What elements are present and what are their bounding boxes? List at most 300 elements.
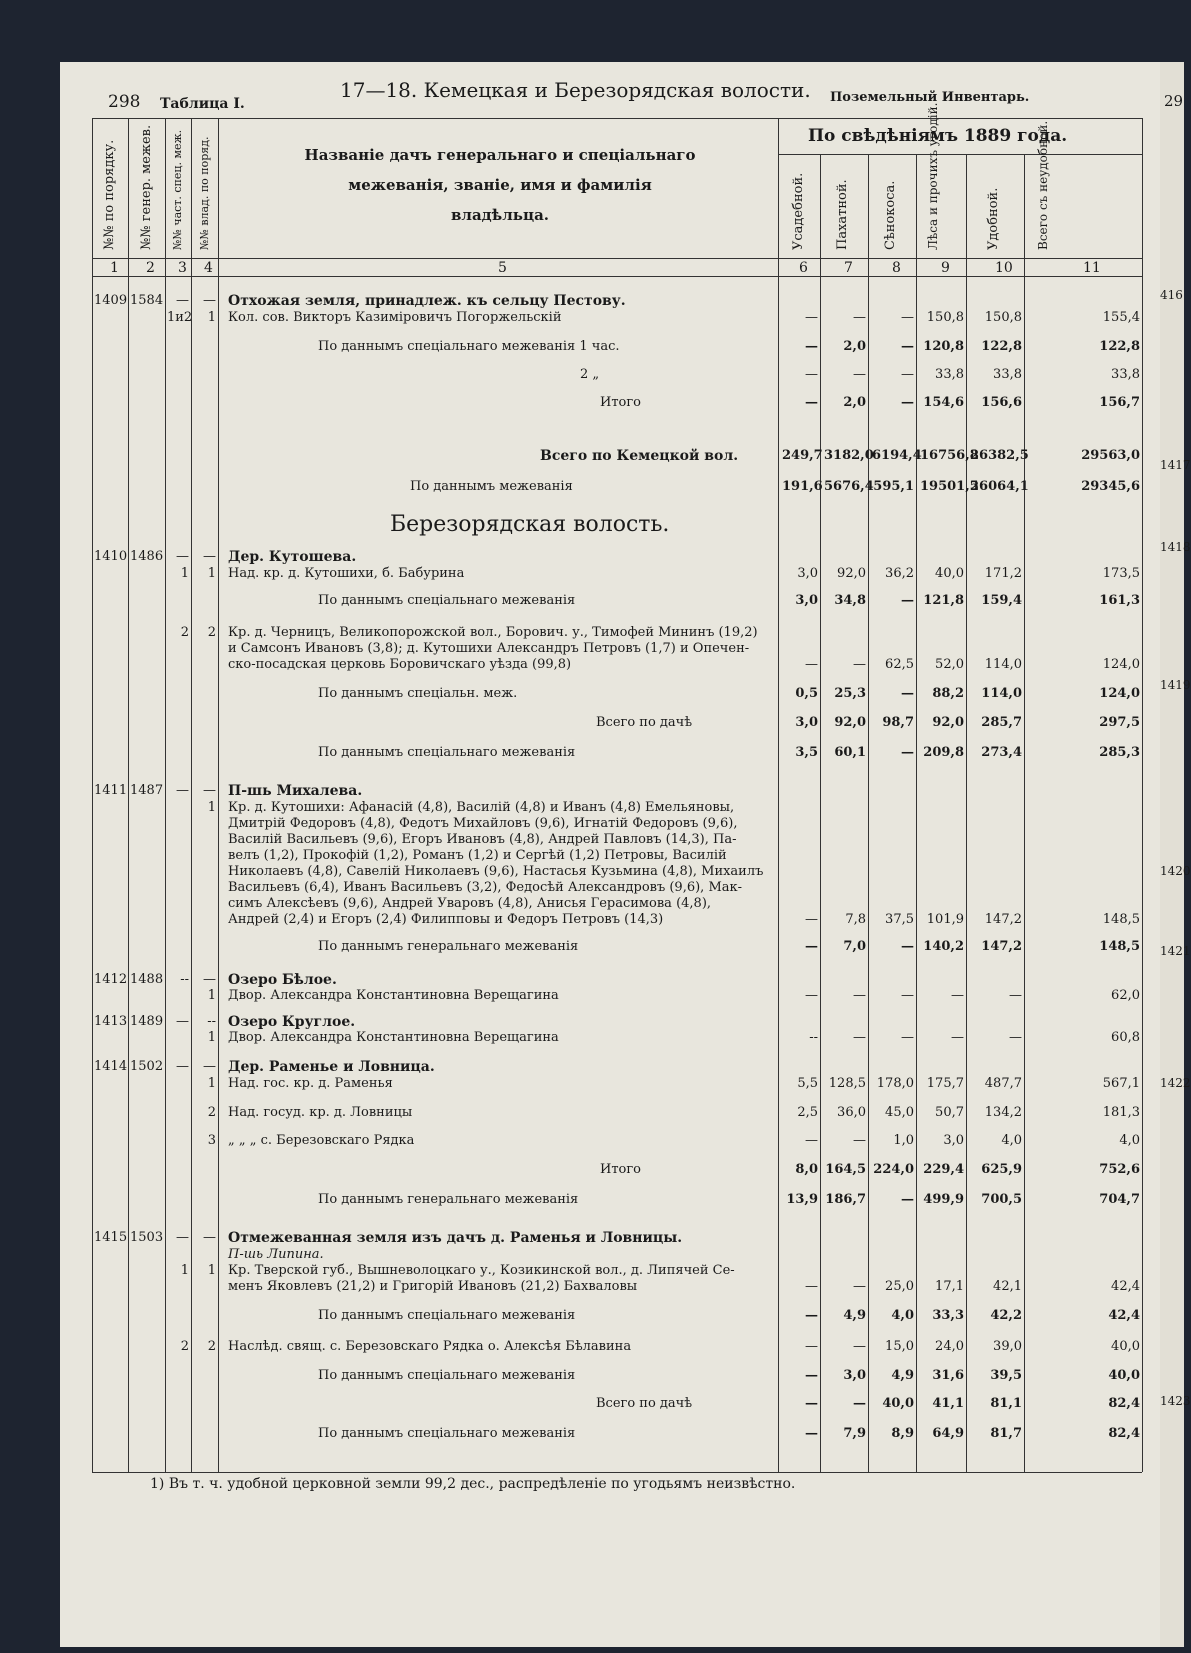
value-cell: 124,0 bbox=[1102, 657, 1140, 672]
row-label: Двор. Александра Константиновна Верещагина bbox=[228, 988, 559, 1003]
row-label: П-шь Липина. bbox=[228, 1247, 324, 1262]
value-cell: 7,8 bbox=[845, 912, 866, 927]
col-header-group: По свѣдѣніямъ 1889 года. bbox=[808, 126, 1068, 146]
value-cell: — bbox=[901, 1192, 914, 1207]
row-n4: — bbox=[203, 972, 216, 987]
value-cell: 4,0 bbox=[1119, 1133, 1140, 1148]
row-n4: 2 bbox=[207, 625, 216, 640]
col-header-c10: Удобной. bbox=[986, 187, 1001, 250]
edge-number: 1417 bbox=[1160, 458, 1191, 472]
row-n3: 2 bbox=[180, 1339, 189, 1354]
value-cell: 36,0 bbox=[837, 1105, 866, 1120]
row-label: Андрей (2,4) и Егоръ (2,4) Филипповы и Федоръ Петровъ (14,3) bbox=[228, 912, 664, 927]
col-header-gen: №№ генер. межев. bbox=[139, 124, 154, 250]
row-label: Озеро Бѣлое. bbox=[228, 972, 337, 988]
column-number: 8 bbox=[892, 260, 901, 276]
row-n2: 1584 bbox=[130, 293, 164, 308]
value-cell: 209,8 bbox=[923, 745, 964, 760]
column-number: 1 bbox=[110, 260, 119, 276]
row-n4: 1 bbox=[207, 310, 216, 325]
row-n4: — bbox=[203, 549, 216, 564]
footnote: 1) Въ т. ч. удобной церковной земли 99,2 дес., распредѣленіе по угодьямъ неизвѣстно. bbox=[150, 1476, 796, 1492]
value-cell: — bbox=[1009, 988, 1022, 1003]
col-line bbox=[966, 154, 967, 1472]
col-line bbox=[916, 154, 917, 1472]
value-cell: 62,0 bbox=[1111, 988, 1140, 1003]
row-n3: 1 bbox=[180, 566, 189, 581]
row-label: Николаевъ (4,8), Савелій Николаевъ (9,6), Настасья Кузьмина (4,8), Михаилъ bbox=[228, 864, 764, 879]
row-n1: 1411 bbox=[94, 783, 128, 798]
value-cell: 42,4 bbox=[1108, 1308, 1140, 1323]
value-cell: 33,8 bbox=[935, 367, 964, 382]
col-line bbox=[1024, 154, 1025, 1472]
value-cell: 7,0 bbox=[843, 939, 866, 954]
value-cell: 8,0 bbox=[795, 1162, 818, 1177]
value-cell: 120,8 bbox=[923, 339, 964, 354]
value-cell: 8,9 bbox=[891, 1426, 914, 1441]
col-header-order: №№ по порядку. bbox=[102, 139, 117, 250]
value-cell: — bbox=[853, 1030, 866, 1045]
value-cell: — bbox=[805, 395, 818, 410]
value-cell: 40,0 bbox=[1108, 1368, 1140, 1383]
value-cell: 26382,5 bbox=[970, 448, 1029, 463]
value-cell: 625,9 bbox=[981, 1162, 1022, 1177]
value-cell: 173,5 bbox=[1102, 566, 1140, 581]
value-cell: 140,2 bbox=[923, 939, 964, 954]
col-line bbox=[820, 154, 821, 1472]
value-cell: 128,5 bbox=[828, 1076, 866, 1091]
value-cell: — bbox=[805, 1396, 818, 1411]
row-label: Кол. сов. Викторъ Казиміровичъ Погоржельскій bbox=[228, 310, 562, 325]
column-number: 9 bbox=[941, 260, 950, 276]
row-label: Василій Васильевъ (9,6), Егоръ Ивановъ (4,8), Андрей Павловъ (14,3), Па- bbox=[228, 832, 737, 847]
value-cell: 148,5 bbox=[1102, 912, 1140, 927]
value-cell: 5676,4 bbox=[824, 479, 874, 494]
value-cell: — bbox=[853, 310, 866, 325]
row-n3: -- bbox=[180, 972, 189, 987]
value-cell: 81,1 bbox=[990, 1396, 1022, 1411]
value-cell: — bbox=[901, 395, 914, 410]
value-cell: — bbox=[805, 657, 818, 672]
col-header-c11: Всего съ неудобной. bbox=[1036, 120, 1050, 250]
value-cell: 229,4 bbox=[923, 1162, 964, 1177]
col-line bbox=[218, 118, 219, 1472]
edge-number: 1418 bbox=[1160, 540, 1191, 554]
col-line bbox=[778, 118, 779, 1472]
row-label: П-шь Михалева. bbox=[228, 783, 363, 799]
row-n3: — bbox=[176, 1230, 189, 1245]
value-cell: 159,4 bbox=[981, 593, 1022, 608]
value-cell: 175,7 bbox=[926, 1076, 964, 1091]
value-cell: 499,9 bbox=[923, 1192, 964, 1207]
value-cell: 62,5 bbox=[885, 657, 914, 672]
value-cell: 42,1 bbox=[993, 1279, 1022, 1294]
value-cell: 81,7 bbox=[990, 1426, 1022, 1441]
section-title: Березорядская волость. bbox=[390, 512, 670, 537]
row-label: велъ (1,2), Прокофій (1,2), Романъ (1,2) и Сергѣй (1,2) Петровы, Василій bbox=[228, 848, 727, 863]
row-label: По даннымъ спеціальнаго межеванія bbox=[318, 1426, 576, 1441]
value-cell: 161,3 bbox=[1099, 593, 1140, 608]
row-label: 2 „ bbox=[580, 367, 600, 382]
value-cell: 6194,4 bbox=[872, 448, 922, 463]
row-n1: 1410 bbox=[94, 549, 128, 564]
value-cell: 88,2 bbox=[932, 686, 964, 701]
rule-header bbox=[92, 258, 1142, 259]
value-cell: 134,2 bbox=[984, 1105, 1022, 1120]
row-label: Кр. д. Черницъ, Великопорожской вол., Борович. у., Тимофей Мининъ (19,2) bbox=[228, 625, 758, 640]
value-cell: 147,2 bbox=[984, 912, 1022, 927]
row-n4: 1 bbox=[207, 800, 216, 815]
value-cell: — bbox=[901, 593, 914, 608]
value-cell: — bbox=[901, 988, 914, 1003]
col-header-spec: №№ част. спец. меж. bbox=[171, 129, 184, 250]
row-label: Итого bbox=[600, 1162, 641, 1177]
row-n4: — bbox=[203, 293, 216, 308]
table-label: Таблица I. bbox=[160, 96, 245, 112]
value-cell: — bbox=[901, 1030, 914, 1045]
col-header-c9: Лѣса и прочихъ угодій. bbox=[926, 102, 940, 250]
value-cell: 13,9 bbox=[786, 1192, 818, 1207]
value-cell: 122,8 bbox=[1099, 339, 1140, 354]
page-title: 17—18. Кемецкая и Березорядская волости. bbox=[340, 78, 811, 102]
value-cell: 37,5 bbox=[885, 912, 914, 927]
row-n3: — bbox=[176, 783, 189, 798]
row-n4: 3 bbox=[207, 1133, 216, 1148]
rule-group bbox=[778, 154, 1142, 155]
row-label: Дер. Кутошева. bbox=[228, 549, 357, 565]
value-cell: 25,3 bbox=[834, 686, 866, 701]
rule-numbers bbox=[92, 276, 1142, 277]
value-cell: — bbox=[951, 988, 964, 1003]
row-label: По даннымъ спеціальнаго межеванія bbox=[318, 593, 576, 608]
value-cell: 40,0 bbox=[882, 1396, 914, 1411]
row-n2: 1487 bbox=[130, 783, 164, 798]
value-cell: 4,9 bbox=[843, 1308, 866, 1323]
value-cell: 4,0 bbox=[1001, 1133, 1022, 1148]
value-cell: 36,2 bbox=[885, 566, 914, 581]
value-cell: -- bbox=[809, 1030, 818, 1045]
row-n1: 1409 bbox=[94, 293, 128, 308]
value-cell: 39,5 bbox=[990, 1368, 1022, 1383]
value-cell: — bbox=[1009, 1030, 1022, 1045]
ledger-page bbox=[60, 62, 1160, 1647]
value-cell: — bbox=[853, 1396, 866, 1411]
value-cell: — bbox=[805, 1339, 818, 1354]
column-number: 4 bbox=[204, 260, 213, 276]
col-header-owner: №№ влад. по поряд. bbox=[198, 136, 211, 250]
value-cell: 3,5 bbox=[795, 745, 818, 760]
value-cell: — bbox=[853, 1279, 866, 1294]
row-n1: 1413 bbox=[94, 1014, 128, 1029]
col-header-c7: Пахатной. bbox=[835, 179, 850, 250]
col-line bbox=[128, 118, 129, 1472]
row-label: Кр. д. Кутошихи: Афанасій (4,8), Василій (4,8) и Иванъ (4,8) Емельяновы, bbox=[228, 800, 735, 815]
row-label: менъ Яковлевъ (21,2) и Григорій Ивановъ (21,2) Бахваловы bbox=[228, 1279, 638, 1294]
value-cell: 154,6 bbox=[923, 395, 964, 410]
row-label: ско-посадская церковь Боровичскаго уѣзда (99,8) bbox=[228, 657, 572, 672]
value-cell: 595,1 bbox=[873, 479, 914, 494]
edge-number: 1421 bbox=[1160, 944, 1191, 958]
value-cell: — bbox=[805, 1279, 818, 1294]
row-label: Над. госуд. кр. д. Ловницы bbox=[228, 1105, 413, 1120]
row-label: Озеро Круглое. bbox=[228, 1014, 356, 1030]
col-line bbox=[868, 154, 869, 1472]
col-header-name: Названіе дачъ генеральнаго и спеціальнаго межеванія, званіе, имя и фамилія владѣльца. bbox=[304, 146, 696, 224]
value-cell: — bbox=[805, 1308, 818, 1323]
value-cell: 5,5 bbox=[797, 1076, 818, 1091]
value-cell: 156,6 bbox=[981, 395, 1022, 410]
row-n4: 2 bbox=[207, 1105, 216, 1120]
row-n4: — bbox=[203, 783, 216, 798]
value-cell: 704,7 bbox=[1099, 1192, 1140, 1207]
value-cell: 4,9 bbox=[891, 1368, 914, 1383]
row-n2: 1503 bbox=[130, 1230, 164, 1245]
row-n4: 1 bbox=[207, 1076, 216, 1091]
value-cell: — bbox=[853, 657, 866, 672]
column-number: 5 bbox=[498, 260, 507, 276]
row-label: По даннымъ спеціальнаго межеванія bbox=[318, 745, 576, 760]
value-cell: 171,2 bbox=[984, 566, 1022, 581]
row-label: Всего по дачѣ bbox=[596, 715, 693, 730]
row-label: и Самсонъ Ивановъ (3,8); д. Кутошихи Александръ Петровъ (1,7) и Опечен- bbox=[228, 641, 750, 656]
row-label: Над. гос. кр. д. Раменья bbox=[228, 1076, 393, 1091]
value-cell: 4,0 bbox=[891, 1308, 914, 1323]
value-cell: 567,1 bbox=[1102, 1076, 1140, 1091]
value-cell: 24,0 bbox=[935, 1339, 964, 1354]
value-cell: 26064,1 bbox=[970, 479, 1029, 494]
value-cell: 3182,0 bbox=[824, 448, 874, 463]
row-label: По даннымъ спеціальнаго межеванія bbox=[318, 1308, 576, 1323]
value-cell: — bbox=[805, 339, 818, 354]
col-header-c6: Усадебной. bbox=[791, 172, 806, 250]
value-cell: — bbox=[853, 988, 866, 1003]
value-cell: — bbox=[901, 310, 914, 325]
value-cell: 2,0 bbox=[843, 339, 866, 354]
value-cell: 285,3 bbox=[1099, 745, 1140, 760]
value-cell: 40,0 bbox=[935, 566, 964, 581]
value-cell: 285,7 bbox=[981, 715, 1022, 730]
row-label: Всего по дачѣ bbox=[596, 1396, 693, 1411]
value-cell: 114,0 bbox=[981, 686, 1022, 701]
row-label: Отхожая земля, принадлеж. къ сельцу Пестову. bbox=[228, 293, 626, 309]
value-cell: 122,8 bbox=[981, 339, 1022, 354]
value-cell: 487,7 bbox=[984, 1076, 1022, 1091]
row-label: Дмитрій Федоровъ (4,8), Федотъ Михайловъ (9,6), Игнатій Федоровъ (9,6), bbox=[228, 816, 738, 831]
value-cell: 15,0 bbox=[885, 1339, 914, 1354]
row-n4: 1 bbox=[207, 1263, 216, 1278]
value-cell: 249,7 bbox=[782, 448, 823, 463]
row-n3: 2 bbox=[180, 625, 189, 640]
next-page-number: 29 bbox=[1164, 92, 1184, 110]
row-n3: — bbox=[176, 1059, 189, 1074]
value-cell: 3,0 bbox=[797, 566, 818, 581]
row-n1: 1414 bbox=[94, 1059, 128, 1074]
row-n3: — bbox=[176, 1014, 189, 1029]
value-cell: 3,0 bbox=[795, 593, 818, 608]
col-line bbox=[92, 118, 93, 1472]
value-cell: 41,1 bbox=[932, 1396, 964, 1411]
value-cell: 2,0 bbox=[843, 395, 866, 410]
column-number: 3 bbox=[178, 260, 187, 276]
value-cell: 3,0 bbox=[943, 1133, 964, 1148]
edge-number: 1419 bbox=[1160, 678, 1191, 692]
edge-number: 1420 bbox=[1160, 864, 1191, 878]
value-cell: 42,2 bbox=[990, 1308, 1022, 1323]
value-cell: 25,0 bbox=[885, 1279, 914, 1294]
column-number: 10 bbox=[995, 260, 1013, 276]
row-label: Васильевъ (6,4), Иванъ Васильевъ (3,2), Федосѣй Александровъ (9,6), Мак- bbox=[228, 880, 743, 895]
row-n2: 1486 bbox=[130, 549, 164, 564]
value-cell: 50,7 bbox=[935, 1105, 964, 1120]
value-cell: 191,6 bbox=[782, 479, 823, 494]
next-page-edge bbox=[1160, 62, 1191, 1647]
row-n2: 1488 bbox=[130, 972, 164, 987]
value-cell: 60,8 bbox=[1111, 1030, 1140, 1045]
value-cell: 150,8 bbox=[984, 310, 1022, 325]
value-cell: 114,0 bbox=[984, 657, 1022, 672]
value-cell: — bbox=[805, 367, 818, 382]
value-cell: 155,4 bbox=[1102, 310, 1140, 325]
value-cell: 45,0 bbox=[885, 1105, 914, 1120]
value-cell: 34,8 bbox=[834, 593, 866, 608]
value-cell: 29563,0 bbox=[1081, 448, 1140, 463]
row-label: По даннымъ генеральнаго межеванія bbox=[318, 939, 579, 954]
value-cell: — bbox=[805, 1368, 818, 1383]
row-n1: 1415 bbox=[94, 1230, 128, 1245]
value-cell: 19501,5 bbox=[920, 479, 979, 494]
row-label: Отмежеванная земля изъ дачъ д. Раменья и Ловницы. bbox=[228, 1230, 683, 1246]
row-label: Всего по Кемецкой вол. bbox=[540, 448, 739, 464]
row-label: Итого bbox=[600, 395, 641, 410]
value-cell: — bbox=[901, 686, 914, 701]
edge-number: 416 bbox=[1160, 288, 1183, 302]
value-cell: 700,5 bbox=[981, 1192, 1022, 1207]
row-n3: 1и2 bbox=[167, 310, 193, 325]
value-cell: — bbox=[901, 367, 914, 382]
column-number: 11 bbox=[1083, 260, 1101, 276]
value-cell: — bbox=[901, 939, 914, 954]
row-n2: 1489 bbox=[130, 1014, 164, 1029]
value-cell: 39,0 bbox=[993, 1339, 1022, 1354]
value-cell: — bbox=[853, 1339, 866, 1354]
value-cell: 60,1 bbox=[834, 745, 866, 760]
value-cell: 178,0 bbox=[876, 1076, 914, 1091]
row-label: Наслѣд. свящ. с. Березовскаго Рядка о. Алексѣя Бѣлавина bbox=[228, 1339, 632, 1354]
value-cell: 273,4 bbox=[981, 745, 1022, 760]
row-n4: — bbox=[203, 1059, 216, 1074]
value-cell: 147,2 bbox=[981, 939, 1022, 954]
value-cell: 164,5 bbox=[825, 1162, 866, 1177]
col-header-c8: Сѣнокоса. bbox=[883, 180, 898, 250]
value-cell: 31,6 bbox=[932, 1368, 964, 1383]
value-cell: 64,9 bbox=[932, 1426, 964, 1441]
value-cell: 101,9 bbox=[926, 912, 964, 927]
value-cell: 3,0 bbox=[795, 715, 818, 730]
row-label: По даннымъ генеральнаго межеванія bbox=[318, 1192, 579, 1207]
row-n1: 1412 bbox=[94, 972, 128, 987]
value-cell: 92,0 bbox=[834, 715, 866, 730]
row-label: По даннымъ межеванія bbox=[410, 479, 573, 494]
value-cell: 16756,8 bbox=[920, 448, 979, 463]
row-n4: -- bbox=[207, 1014, 216, 1029]
value-cell: 3,0 bbox=[843, 1368, 866, 1383]
value-cell: — bbox=[805, 310, 818, 325]
value-cell: 82,4 bbox=[1108, 1396, 1140, 1411]
value-cell: 0,5 bbox=[795, 686, 818, 701]
row-label: симъ Алексѣевъ (9,6), Андрей Уваровъ (4,8), Анисья Герасимова (4,8), bbox=[228, 896, 712, 911]
value-cell: 17,1 bbox=[935, 1279, 964, 1294]
value-cell: — bbox=[853, 367, 866, 382]
value-cell: — bbox=[805, 912, 818, 927]
value-cell: 1,0 bbox=[893, 1133, 914, 1148]
value-cell: 33,3 bbox=[932, 1308, 964, 1323]
value-cell: — bbox=[853, 1133, 866, 1148]
value-cell: 121,8 bbox=[923, 593, 964, 608]
column-number: 6 bbox=[799, 260, 808, 276]
row-label: По даннымъ спеціальнаго межеванія 1 час. bbox=[318, 339, 620, 354]
value-cell: 92,0 bbox=[932, 715, 964, 730]
value-cell: 2,5 bbox=[797, 1105, 818, 1120]
row-n4: — bbox=[203, 1230, 216, 1245]
row-label: „ „ „ с. Березовскаго Рядка bbox=[228, 1133, 415, 1148]
value-cell: — bbox=[901, 745, 914, 760]
row-label: Над. кр. д. Кутошихи, б. Бабурина bbox=[228, 566, 465, 581]
value-cell: 124,0 bbox=[1099, 686, 1140, 701]
value-cell: 752,6 bbox=[1099, 1162, 1140, 1177]
value-cell: 29345,6 bbox=[1081, 479, 1140, 494]
edge-number: 1422 bbox=[1160, 1076, 1191, 1090]
rule-top bbox=[92, 118, 1142, 119]
value-cell: 33,8 bbox=[993, 367, 1022, 382]
row-n4: 1 bbox=[207, 1030, 216, 1045]
row-label: Двор. Александра Константиновна Верещагина bbox=[228, 1030, 559, 1045]
column-number: 7 bbox=[844, 260, 853, 276]
value-cell: 52,0 bbox=[935, 657, 964, 672]
row-label: По даннымъ спеціальнаго межеванія bbox=[318, 1368, 576, 1383]
col-line bbox=[165, 118, 166, 1472]
value-cell: 148,5 bbox=[1099, 939, 1140, 954]
row-label: Кр. Тверской губ., Вышневолоцкаго у., Козикинской вол., д. Липячей Се- bbox=[228, 1263, 735, 1278]
row-n3: — bbox=[176, 293, 189, 308]
value-cell: 33,8 bbox=[1111, 367, 1140, 382]
column-number: 2 bbox=[146, 260, 155, 276]
value-cell: 297,5 bbox=[1099, 715, 1140, 730]
row-label: По даннымъ спеціальн. меж. bbox=[318, 686, 518, 701]
value-cell: 156,7 bbox=[1099, 395, 1140, 410]
value-cell: — bbox=[901, 339, 914, 354]
value-cell: — bbox=[805, 1133, 818, 1148]
value-cell: 92,0 bbox=[837, 566, 866, 581]
value-cell: — bbox=[805, 1426, 818, 1441]
header-right: Поземельный Инвентарь. bbox=[830, 90, 1030, 105]
row-n4: 2 bbox=[207, 1339, 216, 1354]
value-cell: 98,7 bbox=[882, 715, 914, 730]
value-cell: 150,8 bbox=[926, 310, 964, 325]
value-cell: 40,0 bbox=[1111, 1339, 1140, 1354]
value-cell: 42,4 bbox=[1111, 1279, 1140, 1294]
value-cell: 186,7 bbox=[825, 1192, 866, 1207]
row-n3: — bbox=[176, 549, 189, 564]
row-n2: 1502 bbox=[130, 1059, 164, 1074]
value-cell: 7,9 bbox=[843, 1426, 866, 1441]
row-label: Дер. Раменье и Ловница. bbox=[228, 1059, 435, 1075]
row-n4: 1 bbox=[207, 988, 216, 1003]
value-cell: 181,3 bbox=[1102, 1105, 1140, 1120]
value-cell: 224,0 bbox=[873, 1162, 914, 1177]
row-n4: 1 bbox=[207, 566, 216, 581]
col-line bbox=[1142, 118, 1143, 1472]
edge-number: 1423 bbox=[1160, 1394, 1191, 1408]
